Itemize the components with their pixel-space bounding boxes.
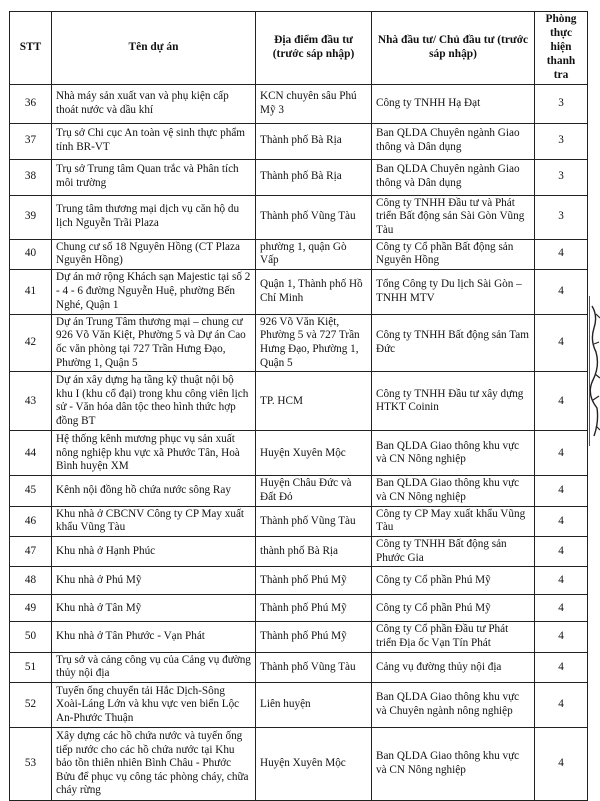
cell-location: 926 Võ Văn Kiệt, Phường 5 và 727 Trần Hưng Đạo, Phường 1, Quận 5 <box>256 314 372 372</box>
cell-stt: 39 <box>10 195 52 239</box>
header-investor: Nhà đầu tư/ Chủ đầu tư (trước sáp nhập) <box>372 12 535 85</box>
cell-location: Thành phố Phú Mỹ <box>256 595 372 622</box>
cell-location: KCN chuyên sâu Phú Mỹ 3 <box>256 84 372 123</box>
cell-department: 4 <box>535 652 588 682</box>
table-row <box>10 239 588 269</box>
cell-project-name: Dự án xây dựng hạ tầng kỹ thuật nội bộ khu I (khu cổ đại) trong khu công viên lịch sử - Văn hóa dân tộc theo hình thức hợp đồng BT <box>52 372 256 431</box>
cell-project-name: Kênh nội đồng hồ chứa nước sông Ray <box>52 476 256 506</box>
cell-project-name: Dự án Trung Tâm thương mại – chung cư 926 Võ Văn Kiệt, Phường 5 và Dự án Cao ốc văn phòng tại 727 Trần Hưng Đạo, Phường 1, Quận 5 <box>52 314 256 372</box>
cell-department: 4 <box>535 431 588 476</box>
cell-department: 3 <box>535 159 588 195</box>
cell-project-name: Khu nhà ở Tân Mỹ <box>52 595 256 622</box>
cell-project-name: Chung cư số 18 Nguyên Hồng (CT Plaza Nguyên Hồng) <box>52 239 256 269</box>
cell-location: Huyện Xuyên Mộc <box>256 431 372 476</box>
cell-stt: 43 <box>10 372 52 431</box>
cell-project-name: Khu nhà ở Hạnh Phúc <box>52 537 256 567</box>
table-row <box>10 476 588 506</box>
cell-stt: 48 <box>10 567 52 595</box>
cell-department: 3 <box>535 84 588 123</box>
cell-investor: Công ty TNHH Đầu tư xây dựng HTKT Coinin <box>372 372 535 431</box>
adjacent-page-stamp-fragment <box>589 296 600 446</box>
table-header-row <box>10 12 588 85</box>
table-row <box>10 537 588 567</box>
cell-project-name: Trụ sở Chi cục An toàn vệ sinh thực phẩm tỉnh BR-VT <box>52 123 256 159</box>
cell-department: 4 <box>535 683 588 728</box>
cell-investor: Công ty Cổ phần Phú Mỹ <box>372 595 535 622</box>
cell-location: Liên huyện <box>256 683 372 728</box>
cell-location: Quận 1, Thành phố Hồ Chí Minh <box>256 269 372 314</box>
cell-stt: 42 <box>10 314 52 372</box>
table-row <box>10 159 588 195</box>
cell-stt: 47 <box>10 537 52 567</box>
table-row <box>10 123 588 159</box>
cell-stt: 41 <box>10 269 52 314</box>
cell-investor: Tổng Công ty Du lịch Sài Gòn – TNHH MTV <box>372 269 535 314</box>
cell-investor: Công ty Cổ phần Phú Mỹ <box>372 567 535 595</box>
header-stt: STT <box>10 12 52 85</box>
cell-location: Thành phố Phú Mỹ <box>256 622 372 652</box>
cell-department: 4 <box>535 314 588 372</box>
cell-project-name: Xây dựng các hồ chứa nước và tuyến ống tiếp nước cho các hồ chứa nước tại Khu bảo tồn thiên nhiên Bình Châu - Phước Bửu để phục vụ công tác phòng cháy, chữa cháy rừng <box>52 728 256 801</box>
cell-location: Huyện Xuyên Mộc <box>256 728 372 801</box>
cell-department: 4 <box>535 728 588 801</box>
cell-department: 4 <box>535 506 588 536</box>
cell-location: Huyện Châu Đức và Đất Đỏ <box>256 476 372 506</box>
cell-stt: 50 <box>10 622 52 652</box>
table-row <box>10 567 588 595</box>
cell-project-name: Khu nhà ở CBCNV Công ty CP May xuất khẩu Vũng Tàu <box>52 506 256 536</box>
cell-location: Thành phố Vũng Tàu <box>256 195 372 239</box>
cell-department: 3 <box>535 123 588 159</box>
cell-stt: 46 <box>10 506 52 536</box>
cell-department: 4 <box>535 372 588 431</box>
table-row <box>10 431 588 476</box>
cell-department: 4 <box>535 476 588 506</box>
cell-investor: Ban QLDA Chuyên ngành Giao thông và Dân dụng <box>372 159 535 195</box>
cell-investor: Ban QLDA Giao thông khu vực và CN Nông nghiệp <box>372 431 535 476</box>
cell-location: Thành phố Vũng Tàu <box>256 652 372 682</box>
cell-stt: 37 <box>10 123 52 159</box>
cell-department: 3 <box>535 195 588 239</box>
cell-location: Thành phố Phú Mỹ <box>256 567 372 595</box>
cell-location: Thành phố Bà Rịa <box>256 123 372 159</box>
cell-department: 4 <box>535 622 588 652</box>
table-row <box>10 652 588 682</box>
cell-stt: 40 <box>10 239 52 269</box>
cell-location: TP. HCM <box>256 372 372 431</box>
cell-stt: 53 <box>10 728 52 801</box>
cell-investor: Công ty TNHH Hạ Đạt <box>372 84 535 123</box>
cell-location: Thành phố Bà Rịa <box>256 159 372 195</box>
projects-table <box>9 11 588 801</box>
cell-project-name: Trung tâm thương mại dịch vụ căn hộ du lịch Nguyễn Trãi Plaza <box>52 195 256 239</box>
cell-stt: 52 <box>10 683 52 728</box>
cell-location: phường 1, quận Gò Vấp <box>256 239 372 269</box>
cell-department: 4 <box>535 537 588 567</box>
table-row <box>10 195 588 239</box>
cell-investor: Công ty TNHH Bất động sản Tam Đức <box>372 314 535 372</box>
table-row <box>10 372 588 431</box>
cell-location: Thành phố Vũng Tàu <box>256 506 372 536</box>
cell-project-name: Trụ sở Trung tâm Quan trắc và Phân tích môi trường <box>52 159 256 195</box>
header-inspection-department: Phòng thực hiện thanh tra <box>535 12 588 85</box>
table-row <box>10 595 588 622</box>
table-row <box>10 728 588 801</box>
cell-investor: Ban QLDA Chuyên ngành Giao thông và Dân dụng <box>372 123 535 159</box>
table-row <box>10 506 588 536</box>
cell-stt: 38 <box>10 159 52 195</box>
cell-investor: Công ty Cổ phần Bất động sản Nguyên Hồng <box>372 239 535 269</box>
cell-department: 4 <box>535 595 588 622</box>
cell-investor: Cảng vụ đường thủy nội địa <box>372 652 535 682</box>
cell-stt: 36 <box>10 84 52 123</box>
table-row <box>10 84 588 123</box>
cell-department: 4 <box>535 567 588 595</box>
table-row <box>10 269 588 314</box>
cell-location: thành phố Bà Rịa <box>256 537 372 567</box>
cell-investor: Ban QLDA Giao thông khu vực và Chuyên ngành nông nghiệp <box>372 683 535 728</box>
table-row <box>10 683 588 728</box>
cell-stt: 45 <box>10 476 52 506</box>
cell-project-name: Nhà máy sản xuất van và phụ kiện cấp thoát nước và dầu khí <box>52 84 256 123</box>
cell-project-name: Tuyến ống chuyển tải Hắc Dịch-Sông Xoài-Láng Lớn và khu vực ven biển Lộc An-Phước Thuận <box>52 683 256 728</box>
cell-investor: Công ty TNHH Đầu tư và Phát triển Bất động sản Sài Gòn Vũng Tàu <box>372 195 535 239</box>
cell-department: 4 <box>535 239 588 269</box>
stamp-fragment-icon <box>590 296 600 446</box>
cell-project-name: Khu nhà ở Tân Phước - Vạn Phát <box>52 622 256 652</box>
header-project-name: Tên dự án <box>52 12 256 85</box>
cell-project-name: Hệ thống kênh mương phục vụ sản xuất nông nghiệp khu vực xã Phước Tân, Hoà Bình huyện XM <box>52 431 256 476</box>
cell-investor: Ban QLDA Giao thông khu vực và CN Nông nghiệp <box>372 476 535 506</box>
cell-project-name: Khu nhà ở Phú Mỹ <box>52 567 256 595</box>
header-location: Địa điểm đầu tư (trước sáp nhập) <box>256 12 372 85</box>
cell-stt: 44 <box>10 431 52 476</box>
cell-investor: Công ty CP May xuất khẩu Vũng Tàu <box>372 506 535 536</box>
cell-project-name: Trụ sở và cảng công vụ của Cảng vụ đường thủy nội địa <box>52 652 256 682</box>
cell-investor: Công ty Cổ phần Đầu tư Phát triển Địa ốc Vạn Tín Phát <box>372 622 535 652</box>
cell-stt: 49 <box>10 595 52 622</box>
cell-stt: 51 <box>10 652 52 682</box>
table-row <box>10 622 588 652</box>
cell-department: 4 <box>535 269 588 314</box>
cell-project-name: Dự án mở rộng Khách sạn Majestic tại số 2 - 4 - 6 đường Nguyễn Huệ, phường Bến Nghé, Quận 1 <box>52 269 256 314</box>
table-row <box>10 314 588 372</box>
cell-investor: Ban QLDA Giao thông khu vực và CN Nông nghiệp <box>372 728 535 801</box>
cell-investor: Công ty TNHH Bất động sản Phước Gia <box>372 537 535 567</box>
